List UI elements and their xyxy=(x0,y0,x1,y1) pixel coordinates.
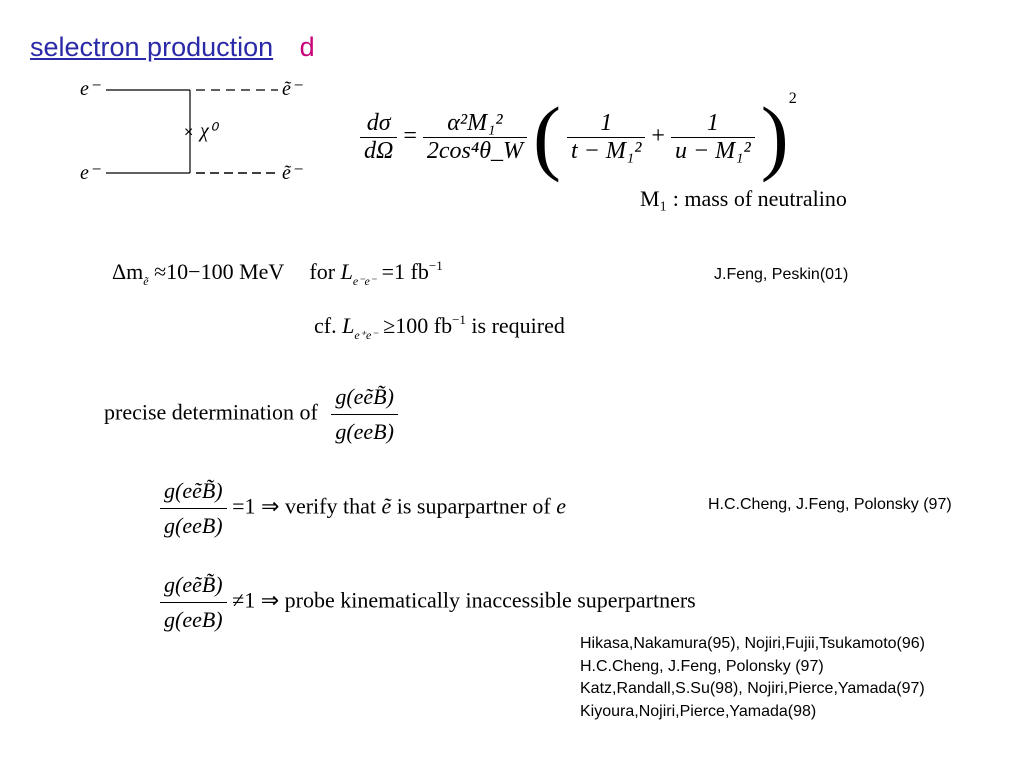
coupling-den: g(eeB) xyxy=(331,414,398,445)
outgoing-bottom-label: ẽ⁻ xyxy=(282,162,302,184)
probe-line xyxy=(160,572,696,633)
probe-relation: ≠1 ⇒ probe kinematically inaccessible superpartners xyxy=(232,587,696,613)
lumi-power: −1 xyxy=(428,258,443,273)
cf-lumi-sub: e⁺e⁻ xyxy=(354,328,378,342)
references-list xyxy=(580,633,925,723)
term1-fraction xyxy=(567,110,645,165)
verify-electron: e xyxy=(556,493,566,519)
coef-den: 2cos⁴θ_W xyxy=(423,137,527,165)
title-link[interactable]: selectron production xyxy=(30,32,274,62)
term1-num: 1 xyxy=(600,109,613,136)
reference-item: H.C.Cheng, J.Feng, Polonsky (97) xyxy=(580,657,824,675)
delta-m: Δm xyxy=(112,259,144,284)
cf-value: ≥100 fb xyxy=(383,313,453,338)
probe-num: g(eẽB̃) xyxy=(164,572,223,597)
delta-m-sub: ẽ xyxy=(143,274,149,288)
mass-range: ≈10−100 MeV xyxy=(154,259,284,284)
coupling-fraction xyxy=(331,384,398,445)
verify-line xyxy=(160,478,566,539)
power: 2 xyxy=(788,90,797,107)
title-suffix: d xyxy=(299,32,315,62)
neutralino-label: χ⁰ xyxy=(200,120,217,142)
verify-fraction xyxy=(160,478,227,539)
reference-item: Hikasa,Nakamura(95), Nojiri,Fujii,Tsukamoto(96) xyxy=(580,635,925,652)
probe-den: g(eeB) xyxy=(160,602,227,633)
cf-prefix: cf. xyxy=(314,313,337,338)
term2-num: 1 xyxy=(706,109,719,136)
verify-selectron: ẽ xyxy=(381,493,392,519)
term2-fraction xyxy=(671,110,755,165)
verify-den: g(eeB) xyxy=(160,508,227,539)
cf-line xyxy=(314,312,565,343)
outgoing-top-label: ẽ⁻ xyxy=(282,78,302,100)
mass-precision-line xyxy=(112,258,443,289)
lumi-value: =1 fb xyxy=(381,259,429,284)
reference-item: Kiyoura,Nojiri,Pierce,Yamada(98) xyxy=(580,702,817,720)
ref-cheng-feng-polonsky: H.C.Cheng, J.Feng, Polonsky (97) xyxy=(708,496,952,513)
for-word: for xyxy=(309,259,336,284)
lumi-sub: e⁻e⁻ xyxy=(352,274,377,288)
ref-feng-peskin: J.Feng, Peskin(01) xyxy=(714,266,849,283)
coef-num: α²M₁² xyxy=(447,109,503,136)
lhs-den: dΩ xyxy=(360,137,397,165)
probe-fraction xyxy=(160,572,227,633)
verify-middle: is suparpartner of xyxy=(396,493,551,519)
coupling-label: precise determination of xyxy=(104,399,318,425)
coupling-num: g(eẽB̃) xyxy=(335,384,394,409)
term2-den: u − M₁² xyxy=(671,137,755,165)
feynman-diagram xyxy=(80,72,320,192)
lumi-symbol: L xyxy=(340,259,353,284)
verify-relation: =1 ⇒ verify that xyxy=(232,493,376,519)
lhs-fraction xyxy=(360,110,397,165)
cf-lumi: L xyxy=(342,313,355,338)
cf-suffix: is required xyxy=(471,313,565,338)
neutralino-note: M₁ : mass of neutralino xyxy=(640,186,847,211)
slide-title xyxy=(30,32,315,63)
cross-mark: × xyxy=(184,124,194,141)
reference-item: Katz,Randall,S.Su(98), Nojiri,Pierce,Yamada(97) xyxy=(580,680,925,697)
cf-power: −1 xyxy=(452,312,466,327)
verify-num: g(eẽB̃) xyxy=(164,478,223,503)
coef-fraction xyxy=(423,110,527,165)
lhs-num: dσ xyxy=(366,109,391,136)
incoming-bottom-label: e⁻ xyxy=(80,162,100,184)
coupling-line xyxy=(104,384,398,445)
cross-section-formula: $\frac{d\sigma}{d\Omega}$ = $\frac{\text{α²M₁²}}{\text{2cos⁴θ\_W}}$ ( $\frac{1}{\text{t − M₁²}}$ + $\frac{1}{\text{u − M₁²}}$ )$^2$ xyxy=(360,90,797,179)
incoming-top-label: e⁻ xyxy=(80,78,100,100)
term1-den: t − M₁² xyxy=(567,137,645,165)
